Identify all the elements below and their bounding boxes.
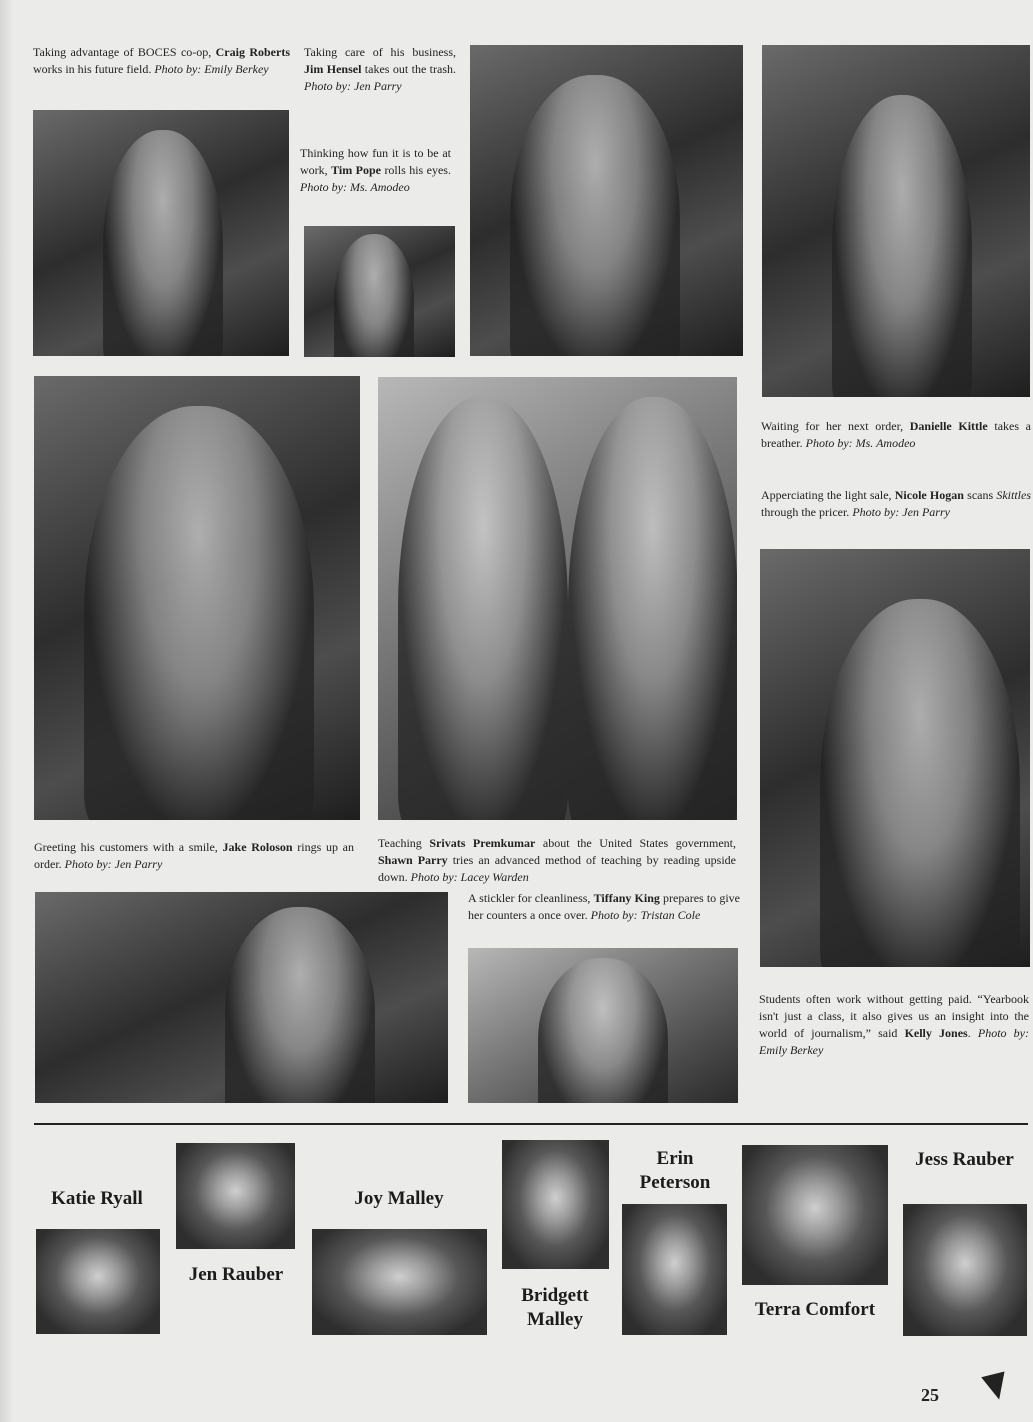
- photo-craig-roberts: [33, 110, 289, 356]
- caption-jim-hensel: Taking care of his business, Jim Hensel takes out the trash. Photo by: Jen Parry: [304, 45, 456, 93]
- portrait-jess-rauber: [903, 1204, 1027, 1336]
- photo-jim-hensel: [470, 45, 743, 356]
- staff-name-jen: Jen Rauber: [188, 1264, 284, 1285]
- caption-kelly-jones: Students often work without getting paid. “Yearbook isn't just a class, it also gives us an insight into the world of journalism,” said Kelly Jones. Photo by: Emily Berkey: [759, 992, 1030, 1057]
- photo-nicole-hogan: [760, 549, 1030, 967]
- photo-tim-pope: [304, 226, 455, 357]
- portrait-bridgett-malley: [502, 1140, 609, 1269]
- section-divider: [34, 1123, 1028, 1125]
- portrait-jen-rauber: [176, 1143, 295, 1249]
- staff-name-terra: Terra Comfort: [754, 1299, 876, 1320]
- staff-name-joy: Joy Malley: [354, 1188, 444, 1209]
- photo-jake-roloson: [34, 376, 360, 820]
- photo-kelly-jones: [468, 948, 738, 1103]
- caption-nicole-hogan: Apperciating the light sale, Nicole Hogan scans Skittles through the pricer. Photo by: Jen Parry: [761, 488, 1032, 519]
- portrait-katie-ryall: [36, 1229, 160, 1334]
- caption-tim-pope: Thinking how fun it is to be at work, Tim Pope rolls his eyes. Photo by: Ms. Amodeo: [300, 146, 451, 194]
- corner-triangle-mark: [981, 1371, 1011, 1402]
- caption-craig-roberts: Taking advantage of BOCES co-op, Craig Roberts works in his future field. Photo by: Emily Berkey: [33, 45, 290, 76]
- photo-tiffany-king: [35, 892, 448, 1103]
- staff-name-erin: Erin Peterson: [639, 1148, 711, 1193]
- page-binding-shadow: [0, 0, 14, 1422]
- portrait-joy-malley: [312, 1229, 487, 1335]
- staff-name-katie: Katie Ryall: [51, 1188, 143, 1209]
- caption-jake-roloson: Greeting his customers with a smile, Jake Roloson rings up an order. Photo by: Jen Parry: [34, 840, 354, 871]
- page-number: 25: [921, 1385, 939, 1405]
- staff-name-bridgett: Bridgett Malley: [521, 1285, 589, 1330]
- caption-srivats-shawn: Teaching Srivats Premkumar about the United States government, Shawn Parry tries an advanced method of teaching by reading upside down. Photo by: Lacey Warden: [378, 836, 737, 884]
- portrait-erin-peterson: [622, 1204, 727, 1335]
- caption-danielle-kittle: Waiting for her next order, Danielle Kittle takes a breather. Photo by: Ms. Amodeo: [761, 419, 1031, 450]
- portrait-terra-comfort: [742, 1145, 888, 1285]
- staff-name-jess: Jess Rauber: [915, 1149, 1014, 1170]
- photo-danielle-kittle: [762, 45, 1030, 397]
- photo-srivats-shawn: [378, 377, 737, 820]
- caption-tiffany-king: A stickler for cleanliness, Tiffany King prepares to give her counters a once over. Photo by: Tristan Cole: [468, 891, 740, 922]
